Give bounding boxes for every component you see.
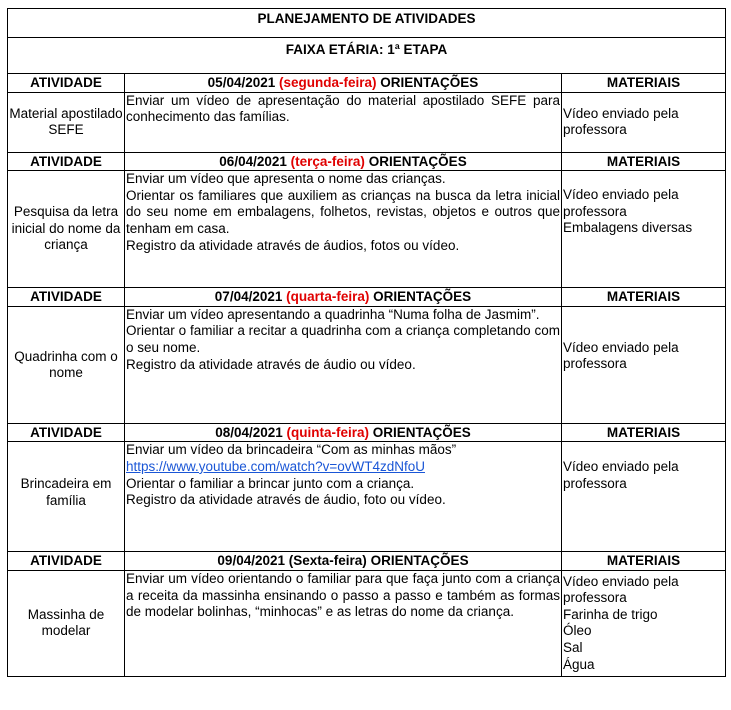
guidance-text: Enviar um vídeo de apresentação do material apostilado SEFE para conhecimento das famílias. bbox=[125, 92, 562, 152]
activity-header: ATIVIDADE bbox=[8, 552, 125, 571]
materials-list: Vídeo enviado pela professora bbox=[562, 92, 726, 152]
day-header: 09/04/2021 (Sexta-feira) ORIENTAÇÕES bbox=[125, 552, 562, 571]
age-range: FAIXA ETÁRIA: 1ª ETAPA bbox=[8, 38, 726, 74]
materials-list: Vídeo enviado pela professora Embalagens diversas bbox=[562, 171, 726, 288]
materials-header: MATERIAIS bbox=[562, 288, 726, 307]
day-header: 08/04/2021 (quinta-feira) ORIENTAÇÕES bbox=[125, 423, 562, 442]
activity-name: Brincadeira em família bbox=[8, 442, 125, 552]
materials-header: MATERIAIS bbox=[562, 74, 726, 93]
activity-name: Massinha de modelar bbox=[8, 570, 125, 676]
activity-header: ATIVIDADE bbox=[8, 423, 125, 442]
materials-header: MATERIAIS bbox=[562, 152, 726, 171]
activity-header: ATIVIDADE bbox=[8, 152, 125, 171]
guidance-text: Enviar um vídeo orientando o familiar para que faça junto com a criança a receita da massinha ensinando o passo a passo e também as formas de modelar bolinhas, “minhocas” e as letras do nome da criança. bbox=[125, 570, 562, 676]
materials-list: Vídeo enviado pela professora bbox=[562, 442, 726, 552]
activity-header: ATIVIDADE bbox=[8, 74, 125, 93]
materials-list: Vídeo enviado pela professora bbox=[562, 306, 726, 423]
day-header: 06/04/2021 (terça-feira) ORIENTAÇÕES bbox=[125, 152, 562, 171]
guidance-text: Enviar um vídeo apresentando a quadrinha “Numa folha de Jasmim”. Orientar o familiar a recitar a quadrinha com a criança completando com o seu nome. Registro da atividade através de áudio ou vídeo. bbox=[125, 306, 562, 423]
guidance-text: Enviar um vídeo da brincadeira “Com as minhas mãos” https://www.youtube.com/watch?v=ovWT4zdNfoU Orientar o familiar a brincar junto com a criança. Registro da atividade através de áudio, foto ou vídeo. bbox=[125, 442, 562, 552]
day-header: 07/04/2021 (quarta-feira) ORIENTAÇÕES bbox=[125, 288, 562, 307]
youtube-link[interactable]: https://www.youtube.com/watch?v=ovWT4zdNfoU bbox=[126, 458, 425, 474]
day-header: 05/04/2021 (segunda-feira) ORIENTAÇÕES bbox=[125, 74, 562, 93]
planning-document bbox=[7, 8, 725, 677]
planning-table bbox=[7, 8, 726, 677]
activity-name: Pesquisa da letra inicial do nome da criança bbox=[8, 171, 125, 288]
materials-header: MATERIAIS bbox=[562, 423, 726, 442]
activity-header: ATIVIDADE bbox=[8, 288, 125, 307]
activity-name: Quadrinha com o nome bbox=[8, 306, 125, 423]
activity-name: Material apostilado SEFE bbox=[8, 92, 125, 152]
materials-list: Vídeo enviado pela professora Farinha de trigo Óleo Sal Água bbox=[562, 570, 726, 676]
document-title: PLANEJAMENTO DE ATIVIDADES bbox=[8, 9, 726, 38]
materials-header: MATERIAIS bbox=[562, 552, 726, 571]
guidance-text: Enviar um vídeo que apresenta o nome das crianças. Orientar os familiares que auxiliem as crianças na busca da letra inicial do seu nome em embalagens, folhetos, revistas, objetos e outros que tenham em casa. Registro da atividade através de áudios, fotos ou vídeo. bbox=[125, 171, 562, 288]
